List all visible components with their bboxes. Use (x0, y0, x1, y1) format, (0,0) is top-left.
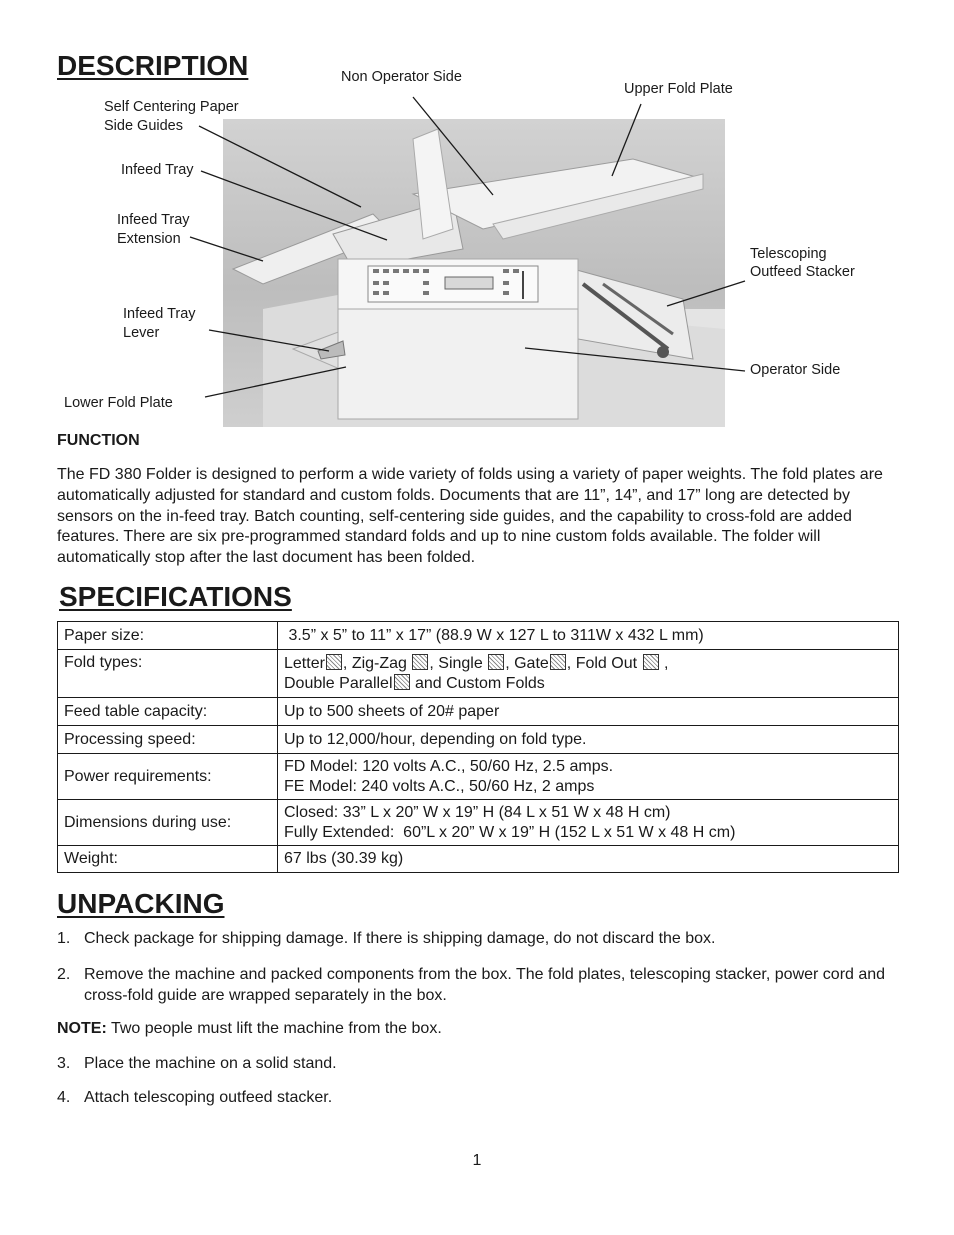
callout-infeed-lever-line2: Lever (123, 325, 160, 341)
callout-telescoping-line1: Telescoping (750, 246, 827, 262)
unpacking-note (57, 1018, 442, 1039)
table-row (58, 800, 899, 846)
fold-gate-label: , Gate (505, 654, 549, 672)
fold-zigzag-label: , Zig-Zag (342, 654, 407, 672)
step-number: 2. (57, 966, 71, 983)
spec-value-power (278, 754, 899, 800)
spec-label-weight: Weight: (58, 846, 278, 873)
dimensions-line1: Closed: 33” L x 20” W x 19” H (84 L x 51 W x 48 H cm) (284, 803, 671, 821)
foldout-fold-icon (643, 654, 659, 670)
letter-fold-icon (326, 654, 342, 670)
spec-value-dimensions (278, 800, 899, 846)
fold-comma: , (659, 654, 669, 672)
spec-value-feed-capacity: Up to 500 sheets of 20# paper (278, 698, 899, 726)
specifications-table (57, 621, 899, 873)
callout-side-guides-line1: Self Centering Paper (104, 99, 239, 115)
fold-types-line2 (284, 674, 892, 694)
specifications-heading: SPECIFICATIONS (59, 581, 292, 612)
spec-value-weight: 67 lbs (30.39 kg) (278, 846, 899, 873)
table-row (58, 622, 899, 650)
fold-custom-label: and Custom Folds (410, 674, 545, 692)
function-heading: FUNCTION (57, 432, 140, 449)
callout-infeed-lever-line1: Infeed Tray (123, 306, 196, 322)
fold-letter-label: Letter (284, 654, 325, 672)
step-number: 1. (57, 930, 71, 947)
table-row (58, 650, 899, 698)
spec-value-paper-size: 3.5” x 5” to 11” x 17” (88.9 W x 127 L to 311W x 432 L mm) (278, 622, 899, 650)
fold-types-line1 (284, 654, 892, 674)
spec-label-dimensions: Dimensions during use: (58, 800, 278, 846)
step-text: Remove the machine and packed components from the box. The fold plates, telescoping stacker, power cord and cross-fold guide are wrapped separately in the box. (84, 966, 886, 1004)
double-parallel-fold-icon (394, 674, 410, 690)
single-fold-icon (488, 654, 504, 670)
spec-label-fold-types: Fold types: (58, 650, 278, 698)
spec-label-paper-size: Paper size: (58, 622, 278, 650)
callout-infeed-tray: Infeed Tray (121, 162, 194, 178)
callout-non-operator-side: Non Operator Side (341, 69, 462, 85)
step-text: Attach telescoping outfeed stacker. (84, 1089, 333, 1106)
function-paragraph: The FD 380 Folder is designed to perform a wide variety of folds using a variety of paper weights. The fold plates are automatically adjusted for standard and custom folds. Documents that are 11”, 14”, and 17” long are detected by sensors on the in-feed tray. Batch counting, self-centering side guides, and the capability to cross-fold are added features. There are six pre-programmed standard folds and up to nine custom folds available. The folder will automatically stop after the last document has been folded. (57, 466, 883, 567)
step-text: Check package for shipping damage. If there is shipping damage, do not discard the box. (84, 930, 716, 947)
fold-double-parallel-label: Double Parallel (284, 674, 393, 692)
callout-side-guides-line2: Side Guides (104, 118, 183, 134)
step-number: 4. (57, 1089, 71, 1106)
callout-infeed-ext-line2: Extension (117, 231, 181, 247)
callout-telescoping-line2: Outfeed Stacker (750, 264, 855, 280)
page-number: 1 (472, 1152, 482, 1169)
zigzag-fold-icon (412, 654, 428, 670)
callout-upper-fold-plate: Upper Fold Plate (624, 81, 733, 97)
description-heading: DESCRIPTION (57, 50, 249, 81)
gate-fold-icon (550, 654, 566, 670)
fold-single-label: , Single (429, 654, 483, 672)
step-text: Place the machine on a solid stand. (84, 1055, 337, 1072)
spec-label-feed-capacity: Feed table capacity: (58, 698, 278, 726)
power-line1: FD Model: 120 volts A.C., 50/60 Hz, 2.5 amps. (284, 757, 614, 775)
folder-machine-photo (223, 119, 725, 427)
fold-foldout-label: , Fold Out (566, 654, 638, 672)
spec-value-fold-types (278, 650, 899, 698)
power-line2: FE Model: 240 volts A.C., 50/60 Hz, 2 amps (284, 777, 595, 795)
table-row (58, 754, 899, 800)
spec-label-power: Power requirements: (58, 754, 278, 800)
spec-label-speed: Processing speed: (58, 726, 278, 754)
unpacking-heading: UNPACKING (57, 888, 225, 919)
step-number: 3. (57, 1055, 71, 1072)
table-row (58, 846, 899, 873)
callout-operator-side: Operator Side (750, 362, 841, 378)
note-text: Two people must lift the machine from the box. (106, 1020, 442, 1037)
spec-value-speed: Up to 12,000/hour, depending on fold type. (278, 726, 899, 754)
dimensions-line2: Fully Extended: 60”L x 20” W x 19” H (152 L x 51 W x 48 H cm) (284, 823, 736, 841)
table-row (58, 726, 899, 754)
callout-infeed-ext-line1: Infeed Tray (117, 212, 190, 228)
callout-lower-fold-plate: Lower Fold Plate (64, 395, 173, 411)
table-row (58, 698, 899, 726)
note-label: NOTE: (57, 1020, 107, 1037)
